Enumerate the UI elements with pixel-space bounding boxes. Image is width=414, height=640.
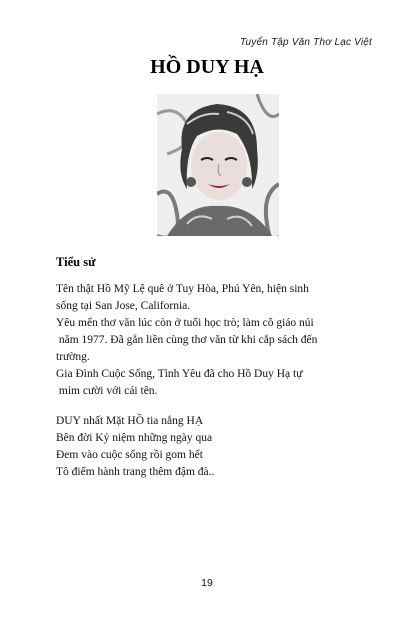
poem-line: DUY nhất Mặt HỒ tia nắng HẠ (56, 415, 204, 427)
biography-line: Tên thật Hồ Mỹ Lệ quê ở Tuy Hòa, Phú Yên, hiện sinh (56, 283, 309, 295)
author-portrait (157, 94, 279, 236)
biography-line: trường. (56, 351, 90, 363)
biography-line: mỉm cười với cái tên. (56, 385, 158, 397)
biography-line: năm 1977. Đã gắn liền cùng thơ văn từ khi cắp sách đến (56, 334, 318, 346)
biography-text (56, 281, 376, 400)
poem-line: Đem vào cuộc sống rồi gom hết (56, 449, 203, 461)
biography-heading: Tiểu sử (56, 255, 96, 269)
biography-line: Yêu mến thơ văn lúc còn ở tuổi học trò; làm cô giáo núi (56, 317, 314, 329)
poem-line: Tô điểm hành trang thêm đậm đà.. (56, 466, 215, 478)
poem-line: Bên đời Kỷ niệm những ngày qua (56, 432, 213, 444)
poem (56, 413, 376, 481)
page-number: 19 (201, 577, 213, 589)
running-header: Tuyển Tập Văn Thơ Lạc Việt (239, 37, 372, 48)
author-title: HỒ DUY HẠ (150, 56, 264, 78)
biography-line: Gia Đình Cuộc Sống, Tình Yêu đã cho Hồ Duy Hạ tự (56, 368, 303, 380)
biography-line: sống tại San Jose, California. (56, 300, 191, 312)
